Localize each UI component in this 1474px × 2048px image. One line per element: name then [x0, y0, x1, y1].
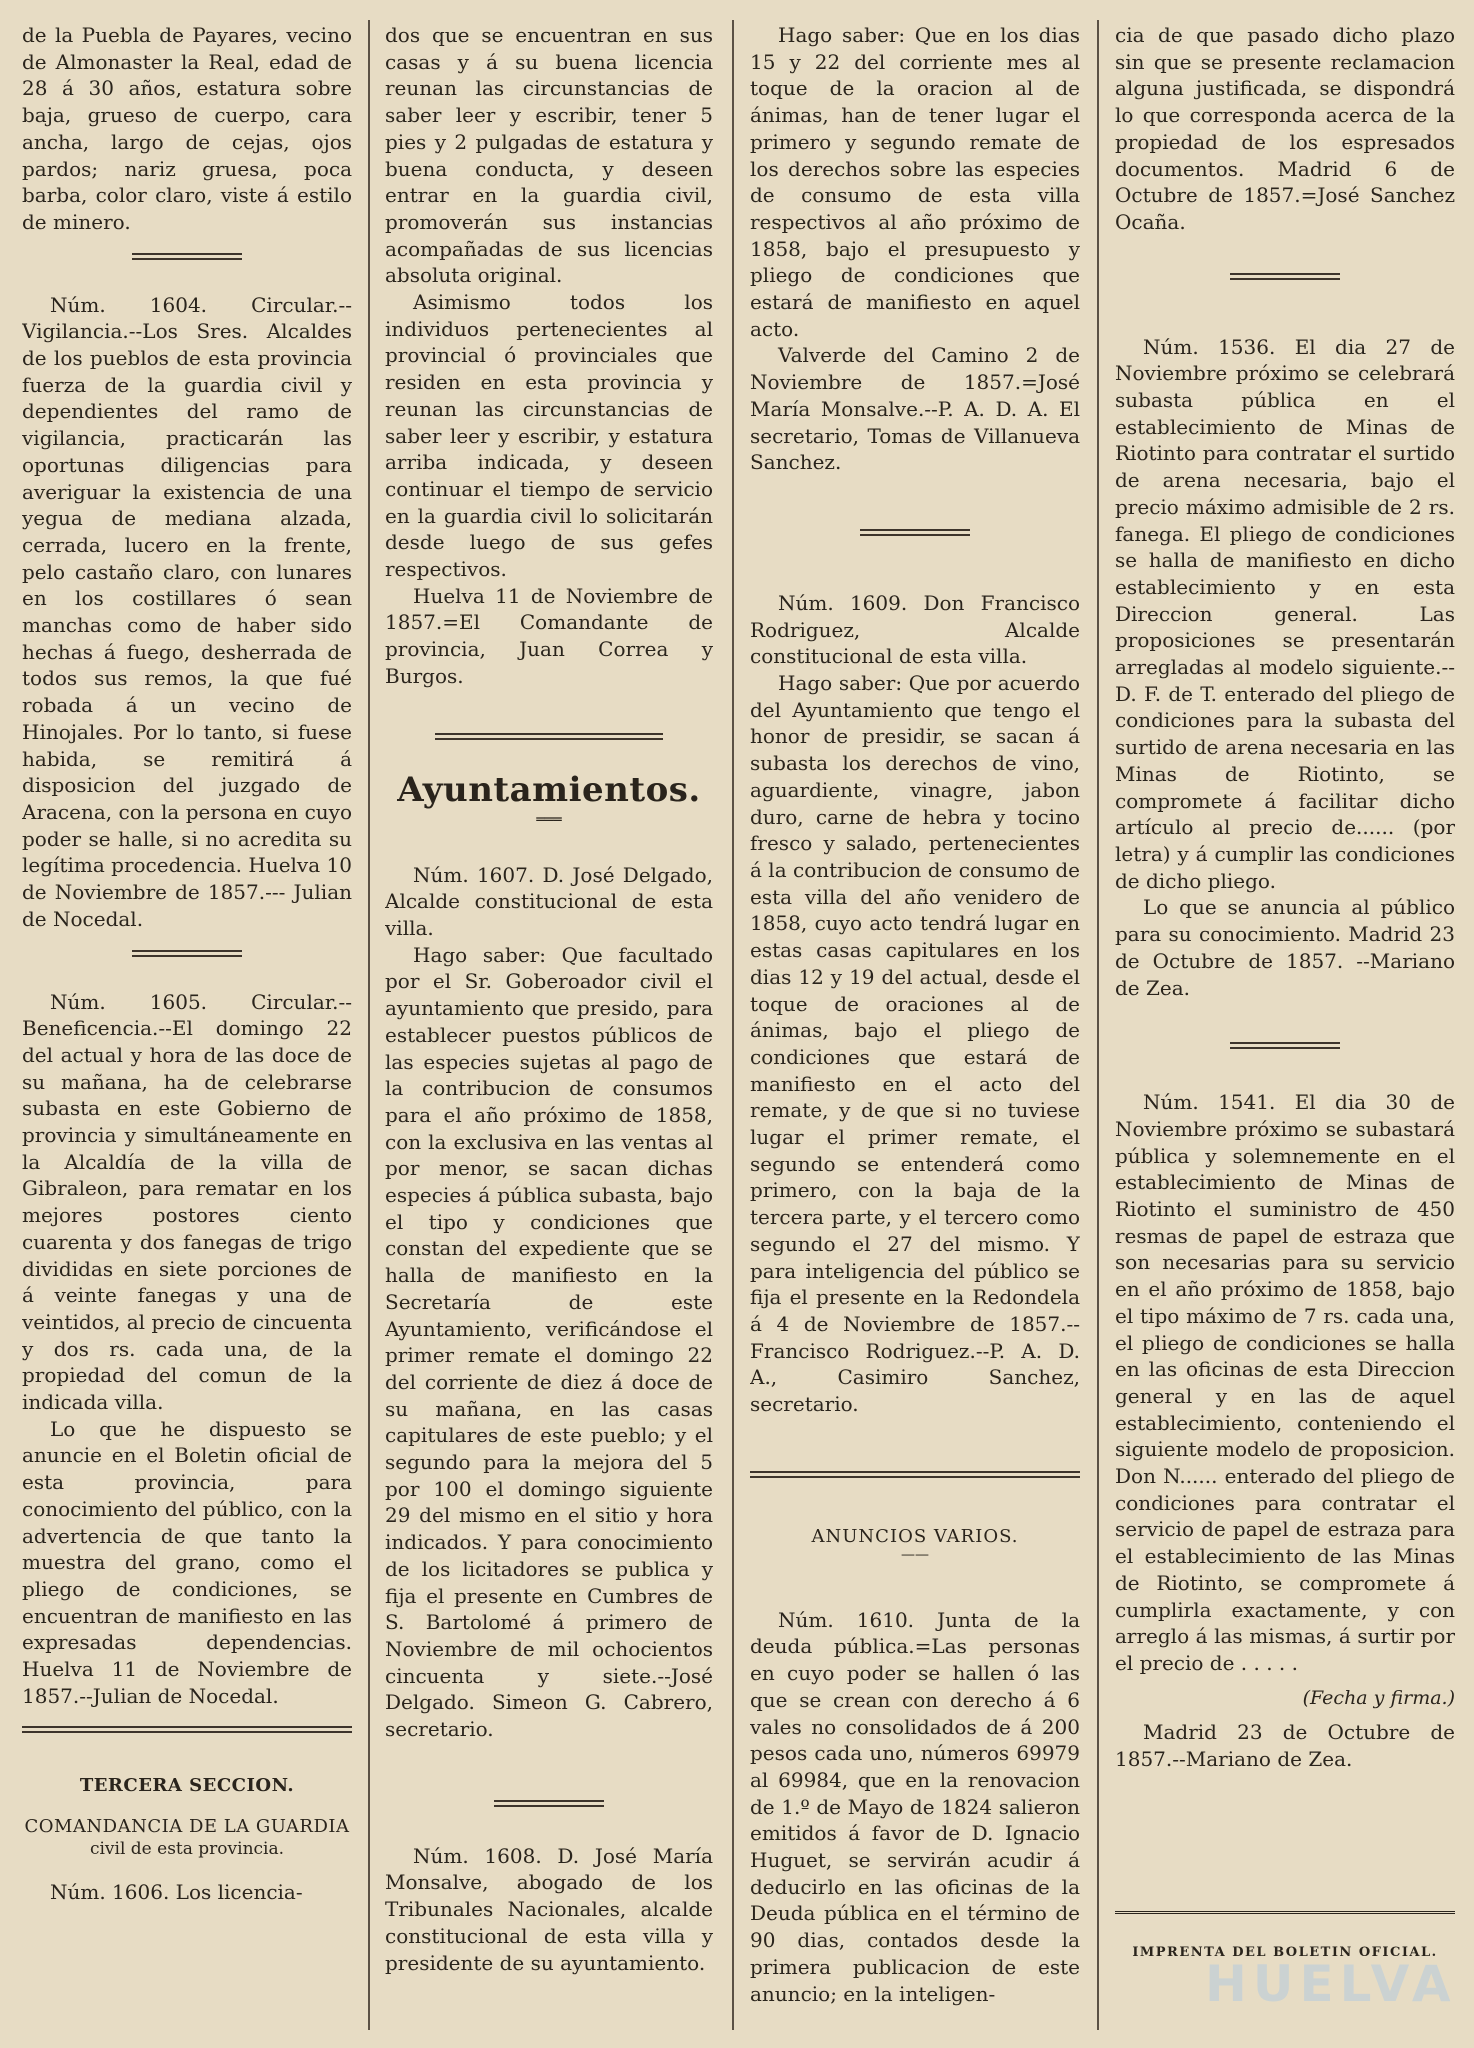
notice-text: de la Puebla de Payares, vecino de Almonaster la Real, edad de 28 á 30 años, estatura sobre baja, grueso de cuerpo, cara ancha, largo de cejas, ojos pardos; nariz gruesa, poca barba, color claro, viste á estilo de minero. [22, 23, 352, 234]
notice-1607: Núm. 1607. D. José Delgado, Alcalde constitucional de esta villa. [385, 862, 713, 940]
column-3 [750, 22, 1080, 2032]
notice-1605-cont: Lo que he dispuesto se anuncie en el Boletin oficial de esta provincia, para conocimiento del público, con la advertencia de que tanto la muestra del grano, como el pliego de condiciones, se encuentran de manifiesto en las expresadas dependencias. Huelva 11 de Noviembre de 1857.--Julian de Nocedal. [22, 1416, 352, 1708]
short-rule: ═══ [536, 811, 562, 828]
printer-imprint: IMPRENTA DEL BOLETIN OFICIAL. [1132, 1945, 1438, 1960]
notice-1607-body: Hago saber: Que facultado por el Sr. Goberoador civil el ayuntamiento que presido, para establecer puestos públicos de las especies sujetas al pago de la contribucion de consumos para el año próximo de 1858, con la exclusiva en las ventas al por menor, se sacan dichas especies á pública subasta, bajo el tipo y condiciones que constan del expediente que se halla de manifiesto en la Secretaría de este Ayuntamiento, verificándose el primer remate el domingo 22 del corriente de diez á doce de su mañana, en las casas capitulares de este pueblo; y el segundo para la mejora del 5 por 100 el domingo siguiente 29 del mismo en el sitio y hora indicados. Y para conocimiento de los licitadores se publica y fija el presente en Cumbres de S. Bartolomé á primero de Noviembre de mil ochocientos cincuenta y siete.--José Delgado. Simeon G. Cabrero, secretario. [385, 942, 713, 1742]
notice-1541-signature: Madrid 23 de Octubre de 1857.--Mariano de Zea. [1115, 1720, 1455, 1772]
printer-rule [1115, 1911, 1455, 1914]
notice-1604: Núm. 1604. Circular.--Vigilancia.--Los Sres. Alcaldes de los pueblos de esta provincia fuerza de la guardia civil y dependientes del ramo de vigilancia, practicarán las oportunas diligencias para averiguar la existencia de una yegua de mediana alzada, cerrada, lucero en la frente, pelo castaño claro, con lunares en los costillares ó sean manchas como de haber sido hechas á fuego, desherrada de todos sus remos, la que fué robada á un vecino de Hinojales. Por lo tanto, si fuese habida, se remitirá á disposicion del juzgado de Aracena, con la persona en cuyo poder se halle, si no acredita su legítima procedencia. Huelva 10 de Noviembre de 1857.--- Julian de Nocedal. [22, 292, 352, 931]
notice-1536: Núm. 1536. El dia 27 de Noviembre próximo se celebrará subasta pública en el establecimiento de Minas de Riotinto para contratar el surtido de arena necesaria, bajo el precio máximo admisible de 2 rs. fanega. El pliego de condiciones se halla de manifiesto en dicho establecimiento y en esta Direccion general. Las proposiciones se presentarán arregladas al modelo siguiente.--D. F. de T. enterado del pliego de condiciones para la subasta del surtido de arena necesaria en las Minas de Riotinto, se compromete á facilitar dicho artículo al precio de...... (por letra) y á cumplir las condiciones de dicho pliego. [1115, 334, 1455, 893]
notice-1606-cont2: Asimismo todos los individuos pertenecientes al provincial ó provinciales que residen en esta provincia y reunan las circunstancias de saber leer y escribir, y estatura arriba indicada, y deseen continuar el tiempo de servicio en la guardia civil lo solicitarán desde luego de sus gefes respectivos. [385, 290, 713, 582]
huelva-watermark: HUELVA [1205, 1955, 1457, 2013]
comandancia-heading: COMANDANCIA DE LA GUARDIA [24, 1816, 350, 1838]
notice-1609: Núm. 1609. Don Francisco Rodriguez, Alcalde constitucional de esta villa. [750, 590, 1080, 669]
column-rule [732, 20, 734, 2030]
notice-1606-cont: dos que se encuentran en sus casas y á su buena licencia reunan las circunstancias de saber leer y escribir, tener 5 pies y 2 pulgadas de estatura y buena conducta, y deseen entrar en la guardia civil, promoverán sus instancias acompañadas de sus licencias absoluta original. [385, 23, 713, 288]
section-separator [435, 716, 663, 758]
separator [22, 236, 352, 278]
column-1 [22, 22, 352, 2032]
section-separator [22, 1709, 352, 1751]
notice-1608: Núm. 1608. D. José María Monsalve, abogado de los Tribunales Nacionales, alcalde constitucional de esta villa y presidente de su ayuntamiento. [385, 1843, 713, 1975]
notice-1610: Núm. 1610. Junta de la deuda pública.=Las personas en cuyo poder se hallen ó las que se crean con derecho á 6 vales no consolidados de á 200 pesos cada uno, números 69979 al 69984, que en la renovacion de 1.º de Mayo de 1824 salieron emitidos á favor de D. Ignacio Huguet, se servirán acudir á deducirlo en las oficinas de la Deuda pública en el término de 90 dias, contados desde la primera publicacion de este anuncio; en la inteligen- [750, 1607, 1080, 2006]
notice-1609-body: Hago saber: Que por acuerdo del Ayuntamiento que tengo el honor de presidir, se sacan á subasta los derechos de vino, aguardiente, vinagre, jabon duro, carne de hebra y tocino fresco y salado, pertenecientes á la contribucion de consumo de esta villa del año venidero de 1858, cuyo acto tendrá lugar en estas casas capitulares en los dias 12 y 19 del actual, desde el toque de oraciones al de ánimas, bajo el pliego de condiciones que estará de manifiesto en el acto del remate, y de que si no tuviese lugar el primer remate, el segundo se entenderá como primero, con la baja de la tercera parte, y el tercero como segundo el 27 del mismo. Y para inteligencia del público se fija el presente en la Redondela á 4 de Noviembre de 1857.--Francisco Rodriguez.--P. A. D. A., Casimiro Sanchez, secretario. [750, 671, 1080, 1417]
notice-1536-close: Lo que se anuncia al público para su conocimiento. Madrid 23 de Octubre de 1857. --Mariano de Zea. [1115, 895, 1455, 1000]
column-4 [1115, 22, 1455, 2032]
short-rule: —— [901, 1546, 929, 1563]
notice-1541: Núm. 1541. El dia 30 de Noviembre próximo se subastará pública y solemnemente en el establecimiento de Minas de Riotinto el suministro de 450 resmas de papel de estraza que son necesarias para su servicio en el año próximo de 1858, bajo el tipo máximo de 7 rs. cada una, el pliego de condiciones se halla en las oficinas de esta Direccion general y en las de aquel establecimiento, conteniendo el siguiente modelo de proposicion. Don N...... enterado del pliego de condiciones para contratar el servicio de papel de estraza para el establecimiento de las Minas de Riotinto, se compromete á cumplirla exactamente, y con arreglo á las mismas, á surtir por el precio de . . . . . [1115, 1090, 1455, 1675]
ayuntamientos-heading: Ayuntamientos. [397, 769, 701, 810]
separator [1115, 256, 1455, 298]
notice-1606-signature: Huelva 11 de Noviembre de 1857.=El Comandante de provincia, Juan Correa y Burgos. [385, 583, 713, 688]
notice-1605: Núm. 1605. Circular.--Beneficencia.--El domingo 22 del actual y hora de las doce de su mañana, ha de celebrarse subasta en este Gobierno de provincia y simultáneamente en la Alcaldía de la villa de Gibraleon, para rematar en los mejores postores ciento cuarenta y dos fanegas de trigo divididas en siete porciones de á veinte fanegas y una de veintidos, al precio de cincuenta y dos rs. cada una, de la propiedad del comun de la indicada villa. [22, 989, 352, 1415]
notice-1608-body: Hago saber: Que en los dias 15 y 22 del corriente mes al toque de la oracion al de ánimas, han de tener lugar el primero y segundo remate de los derechos sobre las especies de consumo de esta villa respectivos al año próximo de 1858, bajo el presupuesto y pliego de condiciones que estará de manifiesto en aquel acto. [750, 23, 1080, 341]
anuncios-heading: ANUNCIOS VARIOS. [811, 1525, 1019, 1547]
column-rule [1097, 20, 1099, 2030]
notice-1608-signature: Valverde del Camino 2 de Noviembre de 1857.=José María Monsalve.--P. A. D. A. El secretario, Tomas de Villanueva Sanchez. [750, 343, 1080, 475]
section-heading: TERCERA SECCION. [79, 1775, 295, 1797]
separator [750, 512, 1080, 554]
notice-1610-cont: cia de que pasado dicho plazo sin que se presente reclamacion alguna justificada, se dispondrá lo que corresponda acerca de la propiedad de los espresados documentos. Madrid 6 de Octubre de 1857.=José Sanchez Ocaña. [1115, 23, 1455, 234]
separator [1115, 1025, 1455, 1067]
notice-1606: Núm. 1606. Los licencia- [50, 1880, 303, 1905]
column-2 [385, 22, 713, 2032]
comandancia-subheading: civil de esta provincia. [89, 1839, 285, 1860]
separator [22, 933, 352, 975]
separator [385, 1783, 713, 1825]
column-rule [368, 20, 370, 2030]
fecha-firma: (Fecha y firma.) [1302, 1686, 1455, 1709]
section-separator [750, 1454, 1080, 1496]
